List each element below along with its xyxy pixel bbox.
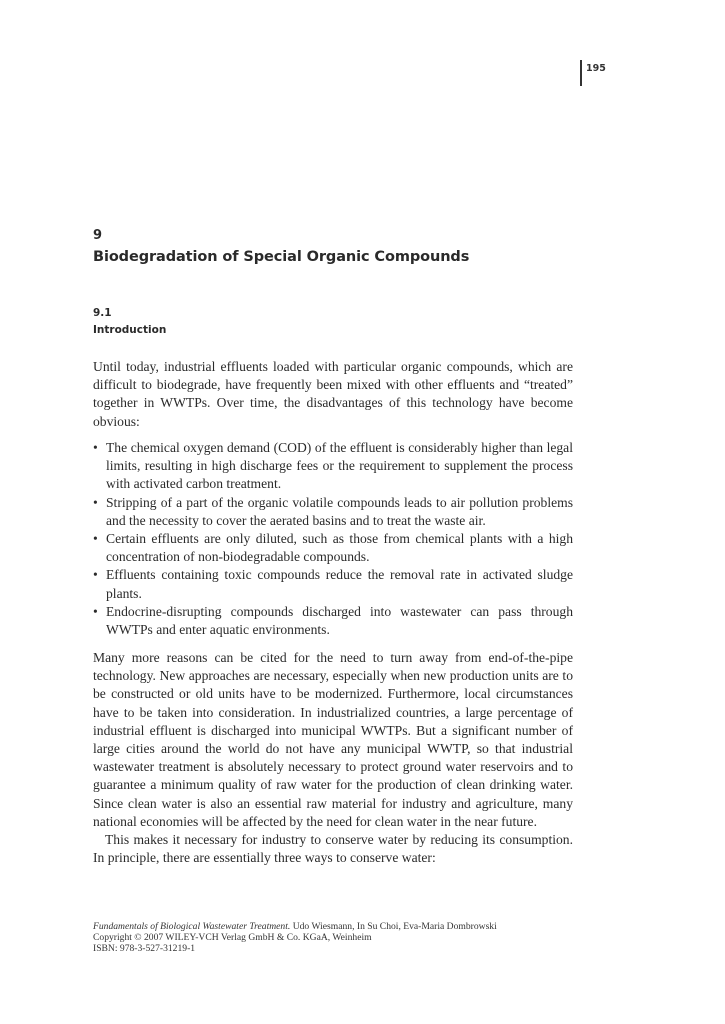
paragraph-conserve-water: This makes it necessary for industry to conserve water by reducing its consumption. In principle, there are essentially three ways to conserve water: bbox=[93, 832, 573, 866]
list-item bbox=[93, 439, 573, 494]
section-number: 9.1 bbox=[93, 307, 112, 319]
paragraph-reasons: Many more reasons can be cited for the need to turn away from end-of-the-pipe technology. New approaches are necessary, especially when new production units are to be constructed or old units have to be modernized. Furthermore, local circumstances have to be taken into consideration. In industrialized countries, a large percentage of industrial effluent is discharged into municipal WWTPs. But a significant number of large cities around the world do not have any municipal WWTP, so that industrial wastewater treatment is absolutely necessary to protect ground water reservoirs and to guarantee a minimum quality of raw water for the production of clean drinking water. Since clean water is also an essential raw material for industry and agriculture, many national economies will be affected by the need for clean water in the near future. bbox=[93, 650, 573, 829]
page-number-rule bbox=[580, 60, 582, 86]
section-title: Introduction bbox=[93, 324, 167, 336]
footer-line-1 bbox=[93, 921, 497, 932]
bullet-icon: • bbox=[93, 494, 98, 510]
intro-paragraph: Until today, industrial effluents loaded with particular organic compounds, which are difficult to biodegrade, have frequently been mixed with other effluents and “treated” together in WWTPs. Over time, the disadvantages of this technology have become obvious: bbox=[93, 359, 573, 429]
footer-citation bbox=[93, 921, 497, 954]
copyright-line: Copyright © 2007 WILEY-VCH Verlag GmbH & Co. KGaA, Weinheim bbox=[93, 932, 372, 943]
list-item bbox=[93, 530, 573, 566]
chapter-number: 9 bbox=[93, 228, 103, 243]
intro-paragraph-block bbox=[93, 358, 573, 431]
list-item-text: Certain effluents are only diluted, such as those from chemical plants with a high concentration of non-biodegradable compounds. bbox=[106, 531, 573, 565]
page-number: 195 bbox=[586, 63, 606, 74]
body-text-block bbox=[93, 649, 573, 867]
book-authors: Udo Wiesmann, In Su Choi, Eva-Maria Dombrowski bbox=[290, 921, 497, 932]
bullet-icon: • bbox=[93, 531, 98, 547]
list-item-text: Stripping of a part of the organic volatile compounds leads to air pollution problems and the necessity to cover the aerated basins and to treat the waste air. bbox=[106, 494, 573, 528]
bullet-icon: • bbox=[93, 440, 98, 455]
list-item-text: Endocrine-disrupting compounds discharged into wastewater can pass through WWTPs and enter aquatic environments. bbox=[106, 603, 573, 638]
list-item bbox=[93, 494, 573, 530]
bullet-icon: • bbox=[93, 567, 98, 583]
book-title: Fundamentals of Biological Wastewater Treatment. bbox=[93, 921, 291, 932]
bullet-icon: • bbox=[93, 603, 98, 619]
list-item-text: The chemical oxygen demand (COD) of the effluent is considerably higher than legal limits, resulting in high discharge fees or the requirement to supplement the process with activated carbon treatment. bbox=[106, 440, 573, 492]
disadvantages-list bbox=[93, 439, 573, 639]
list-item bbox=[93, 566, 573, 602]
list-item-text: Effluents containing toxic compounds reduce the removal rate in activated sludge plants. bbox=[106, 567, 573, 601]
chapter-title: Biodegradation of Special Organic Compounds bbox=[93, 249, 470, 265]
list-item bbox=[93, 603, 573, 639]
isbn-line: ISBN: 978-3-527-31219-1 bbox=[93, 943, 196, 954]
